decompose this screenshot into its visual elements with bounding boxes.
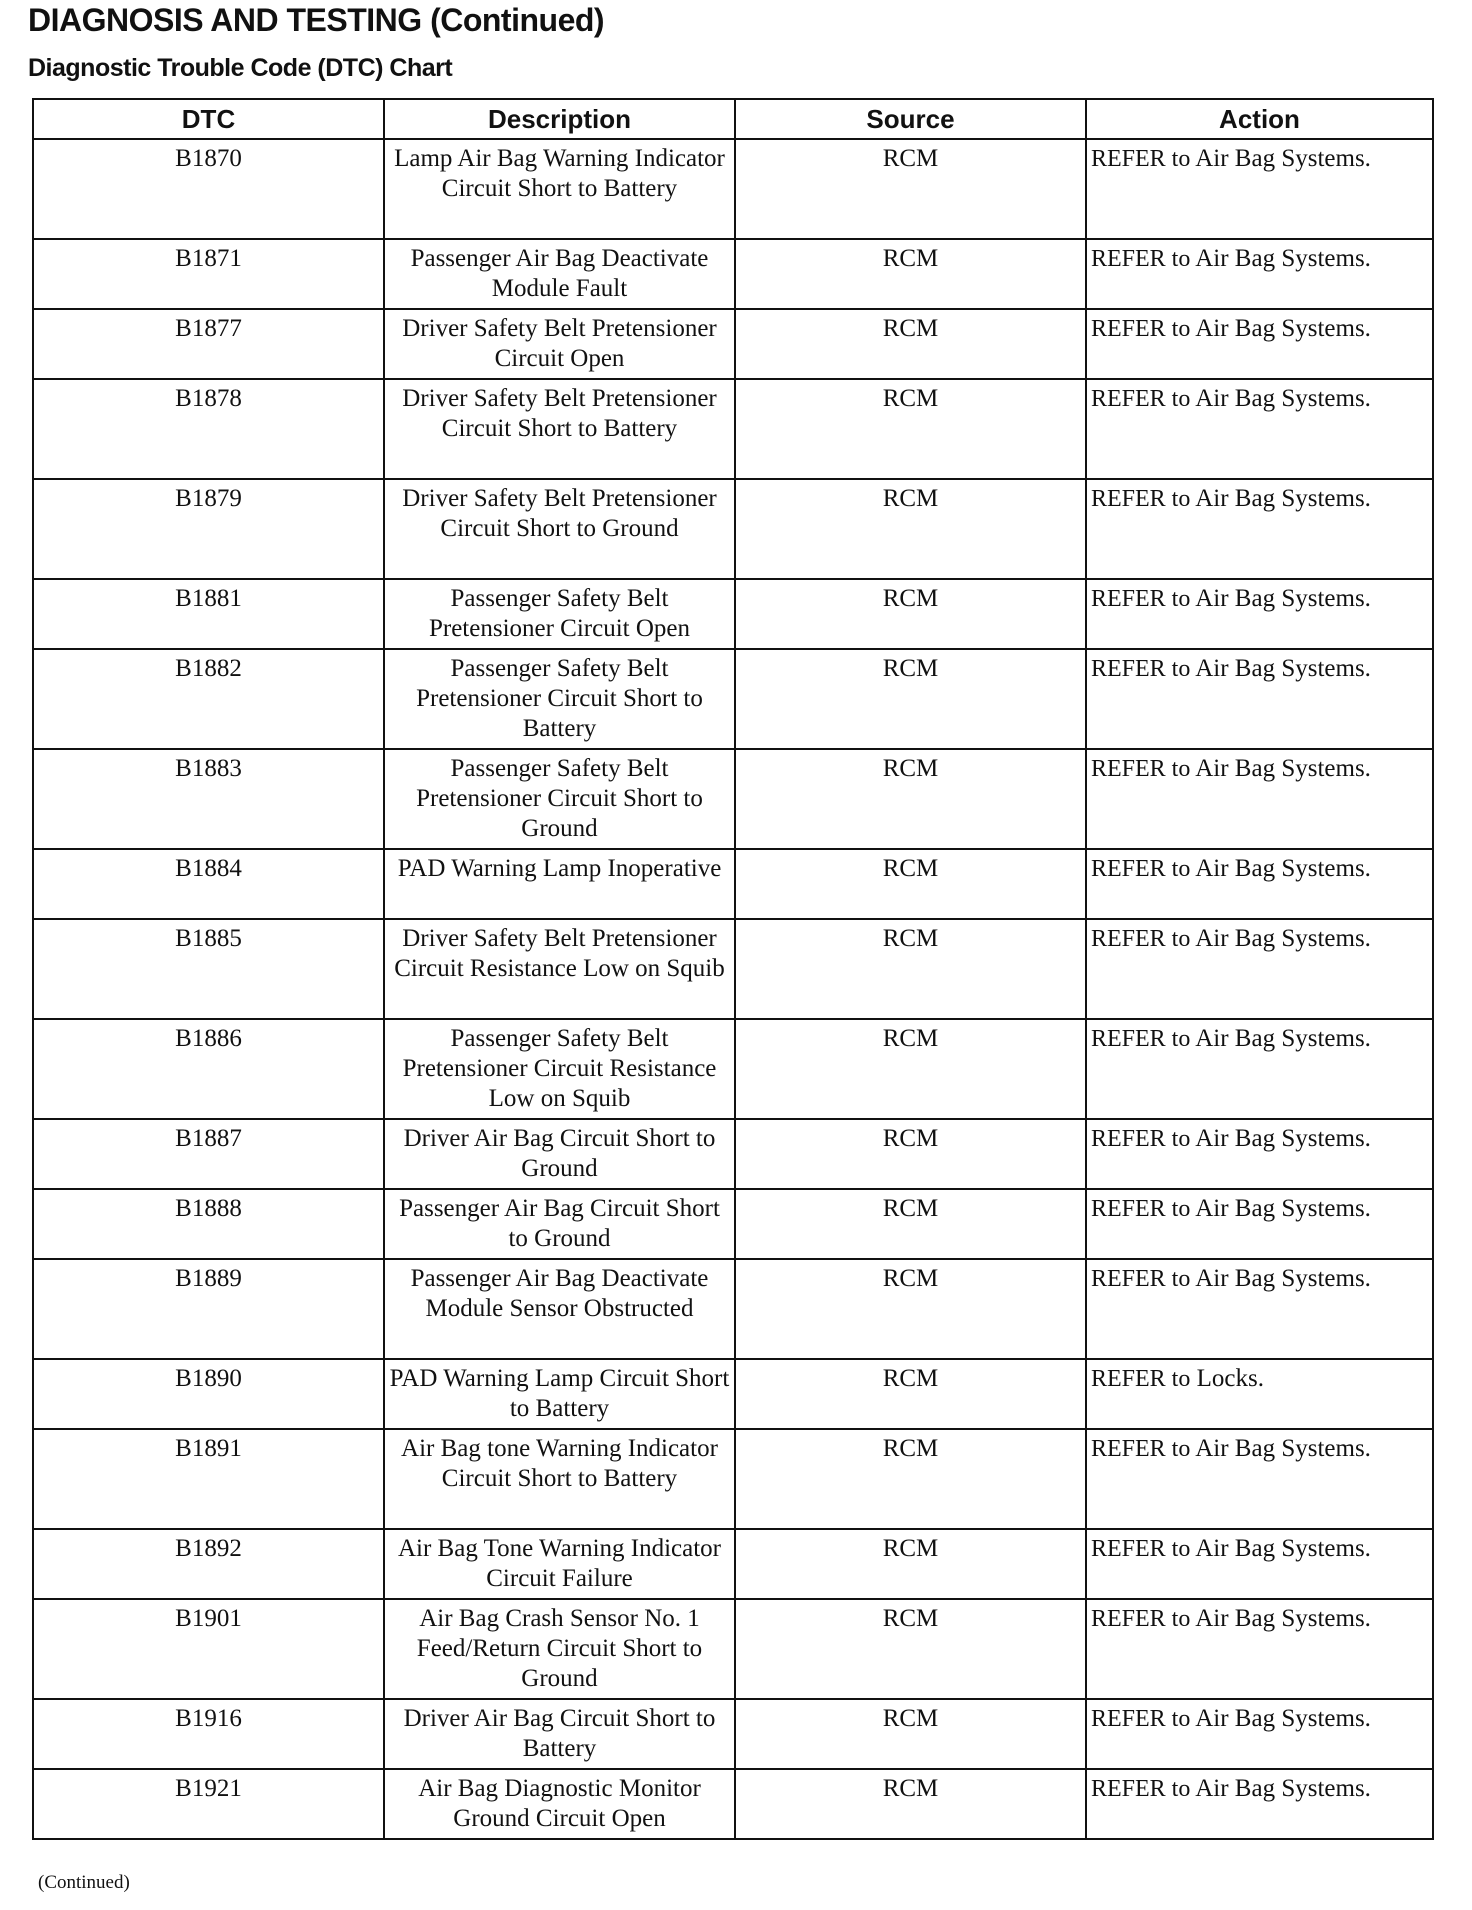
- dtc-action: [1086, 1119, 1433, 1189]
- dtc-source: RCM: [735, 1119, 1086, 1189]
- dtc-description: Driver Safety Belt Pretensioner Circuit Short to Ground: [384, 479, 735, 579]
- dtc-source: RCM: [735, 1769, 1086, 1839]
- dtc-description: Driver Air Bag Circuit Short to Battery: [384, 1699, 735, 1769]
- dtc-action: [1086, 379, 1433, 479]
- dtc-description: Air Bag tone Warning Indicator Circuit Short to Battery: [384, 1429, 735, 1529]
- dtc-description: Driver Air Bag Circuit Short to Ground: [384, 1119, 735, 1189]
- action-target: Locks.: [1196, 1365, 1264, 1392]
- refer-label: REFER to: [1091, 586, 1191, 612]
- dtc-code: B1882: [33, 649, 384, 749]
- action-target: Air Bag Systems.: [1195, 1435, 1371, 1462]
- action-target: Air Bag Systems.: [1195, 755, 1371, 782]
- action-target: Air Bag Systems.: [1195, 1605, 1371, 1632]
- refer-label: REFER to: [1091, 1366, 1191, 1392]
- dtc-source: RCM: [735, 1359, 1086, 1429]
- table-row: [33, 1699, 1433, 1769]
- action-target: Air Bag Systems.: [1195, 385, 1371, 412]
- continued-note: (Continued): [38, 1872, 130, 1893]
- action-target: Air Bag Systems.: [1195, 585, 1371, 612]
- dtc-description: Passenger Safety Belt Pretensioner Circuit Open: [384, 579, 735, 649]
- dtc-action: [1086, 749, 1433, 849]
- refer-label: REFER to: [1091, 756, 1191, 782]
- dtc-description: Passenger Safety Belt Pretensioner Circuit Short to Battery: [384, 649, 735, 749]
- table-row: [33, 379, 1433, 479]
- dtc-action: [1086, 309, 1433, 379]
- dtc-code: B1916: [33, 1699, 384, 1769]
- dtc-code: B1891: [33, 1429, 384, 1529]
- dtc-description: Passenger Safety Belt Pretensioner Circuit Short to Ground: [384, 749, 735, 849]
- dtc-action: [1086, 1529, 1433, 1599]
- dtc-table: [32, 98, 1434, 1840]
- refer-label: REFER to: [1091, 316, 1191, 342]
- table-row: [33, 1529, 1433, 1599]
- dtc-source: RCM: [735, 379, 1086, 479]
- action-target: Air Bag Systems.: [1195, 1195, 1371, 1222]
- dtc-source: RCM: [735, 1259, 1086, 1359]
- dtc-source: RCM: [735, 1019, 1086, 1119]
- refer-label: REFER to: [1091, 656, 1191, 682]
- dtc-source: RCM: [735, 1599, 1086, 1699]
- table-row: [33, 1119, 1433, 1189]
- dtc-action: [1086, 579, 1433, 649]
- refer-label: REFER to: [1091, 1026, 1191, 1052]
- table-body: [33, 139, 1433, 1839]
- action-target: Air Bag Systems.: [1195, 925, 1371, 952]
- column-header-source: Source: [735, 99, 1086, 139]
- dtc-description: Lamp Air Bag Warning Indicator Circuit Short to Battery: [384, 139, 735, 239]
- dtc-source: RCM: [735, 579, 1086, 649]
- dtc-description: Air Bag Crash Sensor No. 1 Feed/Return Circuit Short to Ground: [384, 1599, 735, 1699]
- dtc-action: [1086, 1429, 1433, 1529]
- dtc-action: [1086, 1189, 1433, 1259]
- dtc-description: Passenger Air Bag Deactivate Module Fault: [384, 239, 735, 309]
- action-target: Air Bag Systems.: [1195, 655, 1371, 682]
- dtc-description: Driver Safety Belt Pretensioner Circuit Short to Battery: [384, 379, 735, 479]
- table-row: [33, 749, 1433, 849]
- dtc-source: RCM: [735, 139, 1086, 239]
- dtc-description: PAD Warning Lamp Inoperative: [384, 849, 735, 919]
- action-target: Air Bag Systems.: [1195, 315, 1371, 342]
- dtc-code: B1877: [33, 309, 384, 379]
- dtc-source: RCM: [735, 649, 1086, 749]
- dtc-code: B1879: [33, 479, 384, 579]
- dtc-source: RCM: [735, 1189, 1086, 1259]
- refer-label: REFER to: [1091, 1436, 1191, 1462]
- table-row: [33, 479, 1433, 579]
- page-title: DIAGNOSIS AND TESTING (Continued): [28, 2, 605, 38]
- dtc-source: RCM: [735, 479, 1086, 579]
- dtc-action: [1086, 1599, 1433, 1699]
- action-target: Air Bag Systems.: [1195, 855, 1371, 882]
- dtc-action: [1086, 1359, 1433, 1429]
- refer-label: REFER to: [1091, 146, 1191, 172]
- refer-label: REFER to: [1091, 926, 1191, 952]
- dtc-description: Passenger Air Bag Circuit Short to Ground: [384, 1189, 735, 1259]
- action-target: Air Bag Systems.: [1195, 1025, 1371, 1052]
- dtc-description: Air Bag Diagnostic Monitor Ground Circuit Open: [384, 1769, 735, 1839]
- table-row: [33, 1019, 1433, 1119]
- dtc-source: RCM: [735, 1429, 1086, 1529]
- dtc-description: Air Bag Tone Warning Indicator Circuit Failure: [384, 1529, 735, 1599]
- dtc-code: B1878: [33, 379, 384, 479]
- refer-label: REFER to: [1091, 1776, 1191, 1802]
- dtc-code: B1870: [33, 139, 384, 239]
- dtc-source: RCM: [735, 239, 1086, 309]
- dtc-code: B1884: [33, 849, 384, 919]
- table-row: [33, 1599, 1433, 1699]
- table-row: [33, 919, 1433, 1019]
- dtc-source: RCM: [735, 849, 1086, 919]
- dtc-action: [1086, 849, 1433, 919]
- refer-label: REFER to: [1091, 1606, 1191, 1632]
- dtc-action: [1086, 919, 1433, 1019]
- refer-label: REFER to: [1091, 1266, 1191, 1292]
- dtc-code: B1921: [33, 1769, 384, 1839]
- dtc-action: [1086, 1699, 1433, 1769]
- column-header-action: Action: [1086, 99, 1433, 139]
- refer-label: REFER to: [1091, 1126, 1191, 1152]
- table-row: [33, 1259, 1433, 1359]
- dtc-action: [1086, 1259, 1433, 1359]
- dtc-source: RCM: [735, 1529, 1086, 1599]
- action-target: Air Bag Systems.: [1195, 1705, 1371, 1732]
- column-header-description: Description: [384, 99, 735, 139]
- dtc-action: [1086, 479, 1433, 579]
- chart-subtitle: Diagnostic Trouble Code (DTC) Chart: [28, 54, 453, 82]
- column-header-dtc: DTC: [33, 99, 384, 139]
- refer-label: REFER to: [1091, 1706, 1191, 1732]
- table-row: [33, 1189, 1433, 1259]
- table-header-row: [33, 99, 1433, 139]
- refer-label: REFER to: [1091, 1196, 1191, 1222]
- table-row: [33, 649, 1433, 749]
- dtc-description: Passenger Air Bag Deactivate Module Sensor Obstructed: [384, 1259, 735, 1359]
- dtc-action: [1086, 1769, 1433, 1839]
- dtc-source: RCM: [735, 749, 1086, 849]
- dtc-action: [1086, 649, 1433, 749]
- action-target: Air Bag Systems.: [1195, 1535, 1371, 1562]
- action-target: Air Bag Systems.: [1195, 485, 1371, 512]
- dtc-source: RCM: [735, 919, 1086, 1019]
- refer-label: REFER to: [1091, 486, 1191, 512]
- dtc-description: Driver Safety Belt Pretensioner Circuit Resistance Low on Squib: [384, 919, 735, 1019]
- dtc-description: PAD Warning Lamp Circuit Short to Battery: [384, 1359, 735, 1429]
- action-target: Air Bag Systems.: [1195, 1265, 1371, 1292]
- refer-label: REFER to: [1091, 386, 1191, 412]
- dtc-code: B1889: [33, 1259, 384, 1359]
- dtc-code: B1887: [33, 1119, 384, 1189]
- table-row: [33, 139, 1433, 239]
- dtc-source: RCM: [735, 309, 1086, 379]
- dtc-action: [1086, 239, 1433, 309]
- dtc-description: Passenger Safety Belt Pretensioner Circuit Resistance Low on Squib: [384, 1019, 735, 1119]
- dtc-code: B1890: [33, 1359, 384, 1429]
- dtc-action: [1086, 1019, 1433, 1119]
- table-row: [33, 579, 1433, 649]
- table-row: [33, 1769, 1433, 1839]
- table-row: [33, 1359, 1433, 1429]
- refer-label: REFER to: [1091, 1536, 1191, 1562]
- dtc-code: B1881: [33, 579, 384, 649]
- table-row: [33, 849, 1433, 919]
- dtc-code: B1901: [33, 1599, 384, 1699]
- table-row: [33, 1429, 1433, 1529]
- dtc-source: RCM: [735, 1699, 1086, 1769]
- refer-label: REFER to: [1091, 856, 1191, 882]
- table-row: [33, 239, 1433, 309]
- action-target: Air Bag Systems.: [1195, 1775, 1371, 1802]
- action-target: Air Bag Systems.: [1195, 145, 1371, 172]
- action-target: Air Bag Systems.: [1195, 1125, 1371, 1152]
- dtc-code: B1888: [33, 1189, 384, 1259]
- refer-label: REFER to: [1091, 246, 1191, 272]
- dtc-code: B1886: [33, 1019, 384, 1119]
- dtc-description: Driver Safety Belt Pretensioner Circuit Open: [384, 309, 735, 379]
- dtc-code: B1885: [33, 919, 384, 1019]
- table-row: [33, 309, 1433, 379]
- dtc-code: B1883: [33, 749, 384, 849]
- action-target: Air Bag Systems.: [1195, 245, 1371, 272]
- dtc-action: [1086, 139, 1433, 239]
- dtc-code: B1871: [33, 239, 384, 309]
- dtc-code: B1892: [33, 1529, 384, 1599]
